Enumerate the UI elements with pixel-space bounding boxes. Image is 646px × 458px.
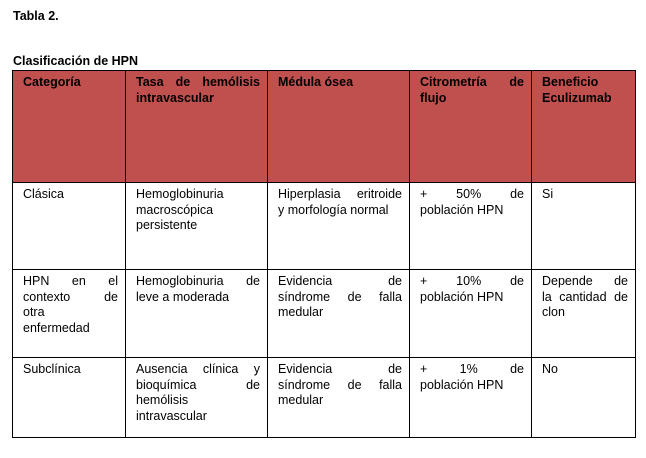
table-cell: Ausencia clínica y bioquímica de hemólisis intravascular — [126, 358, 268, 438]
header-cell-beneficio-eculizumab: Beneficio Eculizumab — [532, 71, 636, 183]
table-cell: + 1% de población HPN — [410, 358, 532, 438]
table-cell: + 10% de población HPN — [410, 270, 532, 358]
table-cell: Hiperplasia eritroide y morfología normal — [268, 183, 410, 270]
table-cell: Si — [532, 183, 636, 270]
header-cell-citrometria: Citrometría de flujo — [410, 71, 532, 183]
header-cell-medula-osea: Médula ósea — [268, 71, 410, 183]
table-cell: Hemoglobinuria de leve a moderada — [126, 270, 268, 358]
header-cell-tasa-hemolisis: Tasa de hemólisis intravascular — [126, 71, 268, 183]
table-row — [13, 270, 636, 358]
hpn-classification-table — [12, 70, 636, 438]
table-cell: HPN en el contexto de otra enfermedad — [13, 270, 126, 358]
table-cell: Subclínica — [13, 358, 126, 438]
table-row — [13, 358, 636, 438]
header-cell-categoria: Categoría — [13, 71, 126, 183]
table-cell: Depende de la cantidad de clon — [532, 270, 636, 358]
document-title: Tabla 2. — [13, 9, 59, 23]
table-cell: No — [532, 358, 636, 438]
table-cell: + 50% de población HPN — [410, 183, 532, 270]
table-cell: Evidencia de síndrome de falla medular — [268, 358, 410, 438]
table-cell: Evidencia de síndrome de falla medular — [268, 270, 410, 358]
table-cell: Clásica — [13, 183, 126, 270]
table-header-row — [13, 71, 636, 183]
table-cell: Hemoglobinuria macroscópica persistente — [126, 183, 268, 270]
table-caption: Clasificación de HPN — [13, 54, 139, 68]
table-row — [13, 183, 636, 270]
